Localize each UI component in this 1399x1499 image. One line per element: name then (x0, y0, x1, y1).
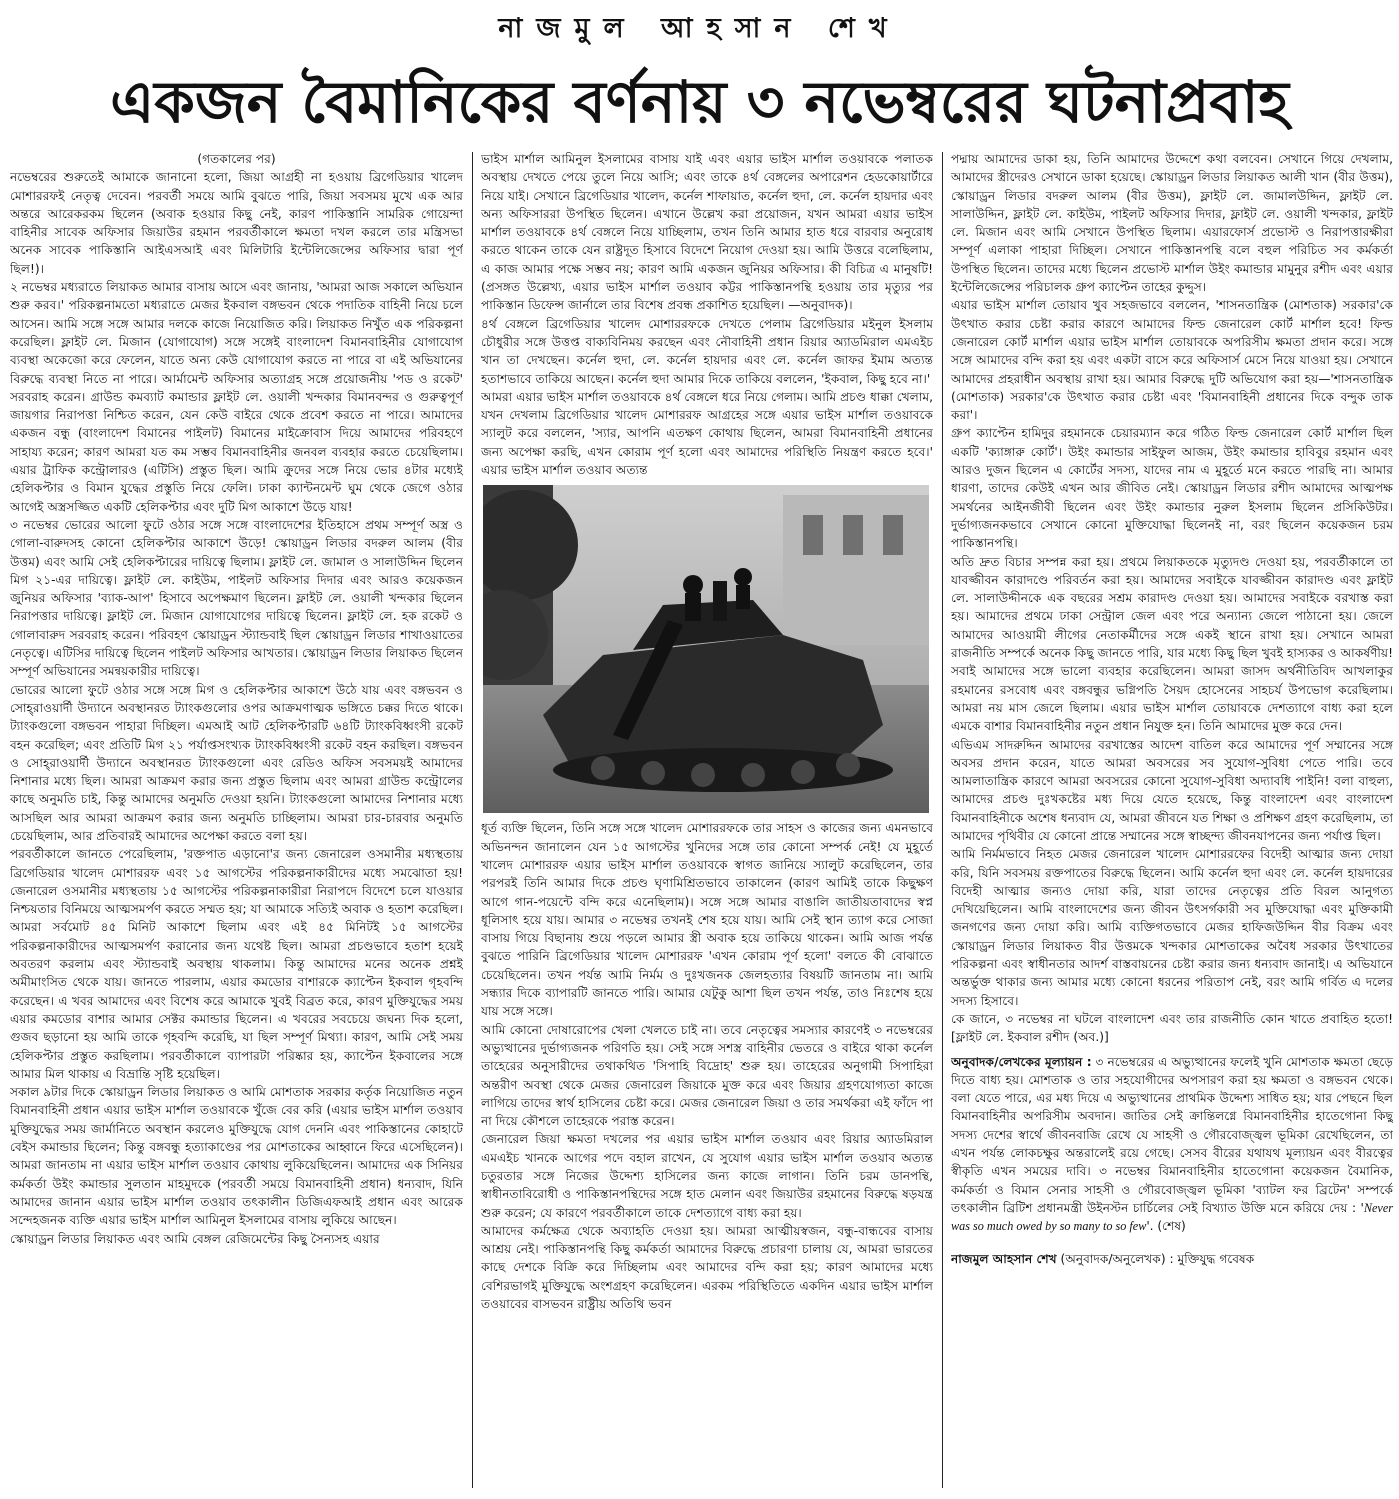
paragraph: ২ নভেম্বর মধ্যরাতে লিয়াকত আমার বাসায় আসে এবং জানায়, 'আমরা আজ সকালে অভিযান শুরু করব।' পরিকল্পনামতো মধ্যরাতে মেজর ইকবাল বঙ্গভবন থেকে পদাতিক বাহিনী নিয়ে চলে আসেন। আমি সঙ্গে সঙ্গে আমার দলকে কাজে নিয়োজিত করি। লিয়াকত নিখুঁত এক পরিকল্পনা করেছিল। ফ্লাইট লে. মিজান (যোগাযোগ) সঙ্গে সঙ্গেই বাংলাদেশ বিমানবাহিনীর যোগাযোগ ব্যবস্থা অকেজো করে ফেলেন, যাতে অন্য কেউ যোগাযোগ করতে না পারে বা এই অভিযানের বিরুদ্ধে ব্যবস্থা নিতে না পারে। আর্মামেন্ট অফিসার অত্যাগ্রহ সঙ্গে প্রয়োজনীয় 'পড ও রকেট' সরবরাহ করেন। গ্রাউন্ড কমব্যাট কমান্ডার ফ্লাইট লে. ওয়ালী খন্দকার বিমানবন্দর ও গুরুত্বপূর্ণ জায়গার নিরাপত্তা নিশ্চিত করেন, যেন কেউ বাইরে থেকে প্রবেশ করতে না পারে। আমাদের একজন বন্ধু (বাংলাদেশ বিমানের পাইলট) বিমানের মাইক্রোবাস দিয়ে আমাদের পরিবহণে সাহায্য করেন; কারণ আমরা যত কম সম্ভব বিমানবাহিনীর জনবল ব্যবহার করতে চেয়েছিলাম। এয়ার ট্রাফিক কন্ট্রোলারও (এটিসি) প্রস্তুত ছিল। আমি ক্রুদের সঙ্গে নিয়ে ভোর ৪টার মধ্যেই হেলিকপ্টার ও বিমান যুদ্ধের প্রস্তুতি নিয়ে ফেলি। ঢাকা ক্যান্টনমেন্ট ঘুম থেকে জেগে ওঠার আগেই অস্ত্রসজ্জিত একটি হেলিকপ্টার এবং দুটি মিগ আকাশে উড়ে যায়! (10, 280, 463, 514)
headline: একজন বৈমানিকের বর্ণনায় ৩ নভেম্বরের ঘটনাপ্রবাহ (110, 68, 1289, 136)
continued-label: (গতকালের পর) (197, 152, 276, 166)
author-name: নাজমুল আহসান শেখ (951, 1251, 1057, 1266)
paragraph: নভেম্বরের শুরুতেই আমাকে জানানো হলো, জিয়া আগ্রহী না হওয়ায় ব্রিগেডিয়ার খালেদ মোশাররফই নেতৃত্ব দেবেন। পরবর্তী সময়ে আমি বুঝতে পারি, জিয়া সবসময় মুখে এক আর অন্তরে আরেকরকম ছিলেন (অবাক হওয়ার কিছু নেই, কারণ পাকিস্তানি সামরিক গোয়েন্দা বাহিনীর সাবেক অফিসার জিয়াউর রহমান পরবর্তীকালে ক্ষমতা দখল করলে তার মন্ত্রিসভা অনেক সাবেক পাকিস্তানি আইএসআই এবং মিলিটারি ইন্টেলিজেন্সের অফিসার দ্বারা পূর্ণ ছিল!)। (10, 170, 463, 276)
author-note (951, 1250, 1393, 1268)
evaluation-paragraph (951, 1053, 1393, 1236)
evaluation-text: ৩ নভেম্বরের এ অভ্যুত্থানের ফলেই খুনি মোশতাক ক্ষমতা ছেড়ে দিতে বাধ্য হয়। মোশতাক ও তার সহযোগীদের অপসারণ করা হয় ক্ষমতা ও বঙ্গভবন থেকে। বলা যেতে পারে, এর মধ্য দিয়ে এ অভ্যুত্থানের প্রাথমিক উদ্দেশ্য সাধিত হয়; যার পেছনে ছিল বিমানবাহিনীর অপরিসীম অবদান। জাতির সেই ক্রান্তিলগ্নে বিমানবাহিনীর হাতেগোনা কিছু সদস্য দেশের স্বার্থে জীবনবাজি রেখে যে সাহসী ও গৌরবোজ্জ্বল ভূমিকা রেখেছিলেন, তা এখন পর্যন্ত লোকচক্ষুর অন্তরালেই রয়ে গেছে। সেসব বীরের যথাযথ মূল্যায়ন এবং বীরত্বের স্বীকৃতি এখন সময়ের দাবি। ৩ নভেম্বর বিমানবাহিনীর হাতেগোনা কয়েকজন বৈমানিক, কর্মকর্তা ও বিমান সেনার সাহসী ও গৌরবোজ্জ্বল ভূমিকা 'ব্যাটল ফর ব্রিটেন' সম্পর্কে তৎকালীন ব্রিটিশ প্রধানমন্ত্রী উইনস্টন চার্চিলের সেই বিখ্যাত উক্তি মনে করিয়ে দেয় : ' (951, 1054, 1393, 1215)
paragraph: পদ্মায় আমাদের ডাকা হয়, তিনি আমাদের উদ্দেশে কথা বলবেন। সেখানে গিয়ে দেখলাম, আমাদের স্ত্রীদেরও সেখানে ডাকা হয়েছে। স্কোয়াড্রন লিডার লিয়াকত আলী খান (বীর উত্তম), স্কোয়াড্রন লিডার বদরুল আলম (বীর উত্তম), ফ্লাইট লে. জামালউদ্দিন, ফ্লাইট লে. সালাউদ্দিন, ফ্লাইট লে. কাইউম, পাইলট অফিসার দিদার, ফ্লাইট লে. ওয়ালী খন্দকার, ফ্লাইট লে. মিজান এবং আমি সেখানে উপস্থিত ছিলাম। এয়ারফোর্স প্রভোস্ট ও নিরাপত্তারক্ষীরা সম্পূর্ণ এলাকা পাহারা দিচ্ছিল। সেখানে পাকিস্তানপন্থি বলে বহুল পরিচিত সব কর্মকর্তা উপস্থিত ছিলেন। তাদের মধ্যে ছিলেন প্রভোস্ট মার্শাল উইং কমান্ডার মামুনুর রশীদ এবং এয়ার ইন্টেলিজেন্সের পরিচালক গ্রুপ ক্যাপ্টেন তাহের কুদ্দুস। (951, 152, 1393, 295)
paragraph: আমাদের কর্মক্ষেত্র থেকে অব্যাহতি দেওয়া হয়। আমরা আত্মীয়স্বজন, বন্ধু-বান্ধবের বাসায় আশ্রয় নেই। পাকিস্তানপন্থি কিছু কর্মকর্তা আমাদের বিরুদ্ধে প্রচারণা চালায় যে, আমরা ভারতের কাছে দেশকে বিক্রি করে দিচ্ছিলাম এবং আমাদের বন্দি করা হয়; কারণ আমাদের মধ্যে বেশিরভাগই মুক্তিযুদ্ধে অংশগ্রহণ করেছিলেন। এরকম পরিস্থিতিতে একদিন এয়ার ভাইস মার্শাল তওয়াবের বাসভবন রাষ্ট্রীয় অতিথি ভবন (481, 1223, 933, 1312)
column-divider-1 (472, 152, 473, 1488)
paragraph: ভাইস মার্শাল আমিনুল ইসলামের বাসায় যাই এবং এয়ার ভাইস মার্শাল তওয়াবকে পলাতক অবস্থায় দেখতে পেয়ে তুলে নিয়ে আসি; এবং তাকে ৪র্থ বেঙ্গলের অপারেশন হেডকোয়ার্টারে নিয়ে যাই। সেখানে ব্রিগেডিয়ার খালেদ, কর্নেল শাফায়াত, কর্নেল হুদা, লে. কর্নেল হায়দার এবং অন্য অফিসাররা উপস্থিত ছিলেন। এখানে উল্লেখ করা প্রয়োজন, যখন আমরা এয়ার ভাইস মার্শাল তওয়াবকে ৪র্থ বেঙ্গলে নিয়ে যাচ্ছিলাম, তখন তিনি আমার হাত ধরে বারবার অনুরোধ করতে থাকেন তাকে যেন রাষ্ট্রদূত হিসাবে বিদেশে নিয়োগ দেওয়া হয়। আমি উত্তরে বলেছিলাম, এ কাজ আমার পক্ষে সম্ভব নয়; কারণ আমি একজন জুনিয়র অফিসার। কী বিচিত্র এ মানুষটি! (প্রসঙ্গত উল্লেখ্য, এয়ার ভাইস মার্শাল তওয়াব কট্টর পাকিস্তানপন্থি হওয়ায় তার মৃত্যুর পর পাকিস্তান ডিফেন্স জার্নালে তার বিশেষ প্রবন্ধ প্রকাশিত হয়েছিল। —অনুবাদক)। (481, 152, 933, 313)
paragraph: স্কোয়াড্রন লিডার লিয়াকত এবং আমি বেঙ্গল রেজিমেন্টের কিছু সৈন্যসহ এয়ার (10, 1231, 380, 1246)
paragraph: সকাল ৯টার দিকে স্কোয়াড্রন লিডার লিয়াকত ও আমি মোশতাক সরকার কর্তৃক নিয়োজিত নতুন বিমানবাহিনী প্রধান এয়ার ভাইস মার্শাল তওয়াবকে খুঁজে বের করি (এয়ার ভাইস মার্শাল তওয়াব মুক্তিযুদ্ধের সময় জার্মানিতে অবস্থান করলেও মুক্তিযুদ্ধে যোগ দেননি এবং পাকিস্তানের কোহাটে বেইস কমান্ডার ছিলেন; কিন্তু বঙ্গবন্ধু হত্যাকাণ্ডের পর মোশতাকের আহ্বানে ফিরে এসেছিলেন)। আমরা জানতাম না এয়ার ভাইস মার্শাল তওয়াব কোথায় লুকিয়েছিলেন। আমাদের এক সিনিয়র কর্মকর্তা উইং কমান্ডার সুলতান মাহমুদকে (পরবর্তী সময়ে বিমানবাহিনী প্রধান) ধন্যবাদ, যিনি আমাদের জানান এয়ার ভাইস মার্শাল তওয়াব তৎকালীন ডিজিএফআই প্রধান এবং আরেক সন্দেহজনক ব্যক্তি এয়ার ভাইস মার্শাল আমিনুল ইসলামের বাসায় লুকিয়ে আছেন। (10, 1085, 463, 1228)
paragraph: ভোরের আলো ফুটে ওঠার সঙ্গে সঙ্গে মিগ ও হেলিকপ্টার আকাশে উঠে যায় এবং বঙ্গভবন ও সোহ্‌রাওয়ার্দী উদ্যানে অবস্থানরত ট্যাংকগুলোর ওপর আক্রমণাত্মক ভঙ্গিতে চক্কর দিতে থাকে। ট্যাংকগুলো বঙ্গভবন পাহারা দিচ্ছিল। এমআই আট হেলিকপ্টারটি ৬৪টি ট্যাংকবিধ্বংসী রকেট বহন করেছিল; এবং প্রতিটি মিগ ২১ পর্যাপ্তসংখ্যক ট্যাংকবিধ্বংসী রকেট বহন করছিল। বঙ্গভবন ও সোহ্‌রাওয়ার্দী উদ্যানে অবস্থানরত ট্যাংকগুলো এবং রেডিও অফিস সবসময়ই আমাদের নিশানার মধ্যে ছিল। আমরা আক্রমণ করার জন্য প্রস্তুত ছিলাম এবং আমরা গ্রাউন্ড কন্ট্রোলের কাছে অনুমতি চাই, কিন্তু আমাদের অনুমতি দেওয়া হয়নি। ট্যাংকগুলো আমাদের নিশানার মধ্যে আসছিল আর আমরা আক্রমণ করার জন্য অনুমতি চাচ্ছিলাম। আমরা চার-চারবার অনুমতি চেয়েছিলাম, আর প্রতিবারই আমাদের অপেক্ষা করতে বলা হয়। (10, 682, 463, 843)
paragraph: গ্রুপ ক্যাপ্টেন হামিদুর রহমানকে চেয়ারম্যান করে গঠিত ফিল্ড জেনারেল কোর্ট মার্শাল ছিল একটি 'ক্যাঙ্গারু কোর্ট'। উইং কমান্ডার সাইফুল আজম, উইং কমান্ডার হাবিবুর রহমান এবং আরও দুজন ছিলেন এ কোর্টের সদস্য, যাদের নাম এ মুহূর্তে মনে করতে পারছি না। আমার ধারণা, তাদের কেউই এখন আর জীবিত নেই। স্কোয়াড্রন লিডার রশীদ আমাদের আত্মপক্ষ সমর্থনের আইনজীবী ছিলেন এবং উইং কমান্ডার নুরুল ইসলাম ছিলেন প্রসিকিউটর। দুর্ভাগ্যজনকভাবে সেখানে কোনো মুক্তিযোদ্ধা ছিলেনই না, বরং ছিলেন কয়েকজন চরম পাকিস্তানপন্থি। (951, 426, 1393, 551)
paragraph: ধূর্ত ব্যক্তি ছিলেন, তিনি সঙ্গে সঙ্গে খালেদ মোশাররফকে তার সাহস ও কাজের জন্য এমনভাবে অভিনন্দন জানালেন যেন ১৫ আগস্টের খুনিদের সঙ্গে তার কোনো সম্পর্ক নেই! যে মুহূর্তে খালেদ মোশাররফ এয়ার ভাইস মার্শাল তওয়াবকে স্বাগত জানিয়ে স্যালুট করেছিলেন, তার পরপরই তিনি আমার দিকে প্রচণ্ড ঘৃণামিশ্রিতভাবে তাকালেন (কারণ আমিই তাকে কিছুক্ষণ আগে গান-পয়েন্টে বন্দি করে এনেছিলাম)। সঙ্গে সঙ্গে আমার বাঙালি জাতীয়তাবাদের স্বপ্ন ধূলিসাৎ হয়ে যায়। আমার ৩ নভেম্বর তখনই শেষ হয়ে যায়। আমি সেই স্থান ত্যাগ করে সোজা বাসায় গিয়ে বিছানায় শুয়ে পড়লে আমার স্ত্রী অবাক হয়ে তাকিয়ে থাকেন। আমি আজ পর্যন্ত বুঝতে পারিনি ব্রিগেডিয়ার খালেদ মোশাররফ 'এখন কোরাম পূর্ণ হলো' বলতে কী বোঝাতে চেয়েছিলেন। তখন পর্যন্ত আমি নির্মম ও দুঃখজনক জেলহত্যার বিষয়টি জানতাম না। আমি সন্ধ্যার দিকে ব্যাপারটি জানতে পারি। আমার যেটুকু আশা ছিল তখন পর্যন্ত, তাও নিঃশেষ হয়ে যায় সঙ্গে সঙ্গে। (481, 821, 933, 1019)
paragraph: আমরা এয়ার ভাইস মার্শাল তওয়াবকে ৪র্থ বেঙ্গলে ধরে নিয়ে গেলাম। আমি প্রচণ্ড ধাক্কা খেলাম, যখন দেখলাম ব্রিগেডিয়ার খালেদ মোশাররফ আগ্রহের সঙ্গে এয়ার ভাইস মার্শাল তওয়াবকে স্যালুট করে বললেন, 'স্যার, আপনি এতক্ষণ কোথায় ছিলেন, আমরা বিমানবাহিনী প্রধানের জন্য অপেক্ষা করছি, এখন কোরাম পূর্ণ হলো এবং আমাদের পরিস্থিতি নিয়ন্ত্রণ করতে হবে।' এয়ার ভাইস মার্শাল তওয়াব অত্যন্ত (481, 389, 933, 478)
churchill-quote: Never was so much owed by so many to so few (951, 1200, 1393, 1234)
paragraph: আমি নির্মমভাবে নিহত মেজর জেনারেল খালেদ মোশাররফের বিদেহী আত্মার জন্য দোয়া করি, যিনি সবসময় রক্তপাতের বিরুদ্ধে ছিলেন। আমি কর্নেল হুদা এবং লে. কর্নেল হায়দারের বিদেহী আত্মার জন্যও দোয়া করি, যারা তাদের নেতৃত্বের প্রতি বিরল আনুগত্য দেখিয়েছিলেন। আমি বাংলাদেশের জন্য জীবন উৎসর্গকারী সব মুক্তিযোদ্ধা এবং মুক্তিকামী জনগণের জন্য দোয়া করি। আমি ব্যক্তিগতভাবে মেজর হাফিজউদ্দিন বীর বিক্রম এবং স্কোয়াড্রন লিডার লিয়াকত বীর উত্তমকে খন্দকার মোশতাকের অবৈধ সরকার উৎখাতের পরিকল্পনা এবং স্বাধীনতার আদর্শ বাস্তবায়নের চেষ্টা করার জন্য ধন্যবাদ জানাই। এ অভিযানে অন্তর্ভুক্ত থাকার জন্য আমার মধ্যে কোনো ধরনের পরিতাপ নেই, বরং আমি গর্বিত এ দলের সদস্য হিসাবে। (951, 847, 1393, 1008)
paragraph: এভিএম সাদরুদ্দিন আমাদের বরখাস্তের আদেশ বাতিল করে আমাদের পূর্ণ সম্মানের সঙ্গে অবসর প্রদান করেন, যাতে আমরা অবসরের সব সুযোগ-সুবিধা পেতে পারি। তবে আমলাতান্ত্রিক কারণে আমরা অবসরের কোনো সুযোগ-সুবিধা অদ্যাবধি পাইনি! বলা বাহুল্য, আমাদের প্রচণ্ড দুঃখকষ্টের মধ্য দিয়ে যেতে হয়েছে, কিন্তু বাংলাদেশ এবং বাংলাদেশ বিমানবাহিনীকে অশেষ ধন্যবাদ যে, আমরা জীবনে যত শিক্ষা ও প্রশিক্ষণ গ্রহণ করেছিলাম, তা আমাদের পৃথিবীর যে কোনো প্রান্তে সম্মানের সঙ্গে স্বাচ্ছন্দ্য জীবনযাপনের জন্য পর্যাপ্ত ছিল। (951, 737, 1393, 843)
evaluation-label: অনুবাদক/লেখকের মূল্যায়ন : (951, 1054, 1092, 1069)
paragraph: কে জানে, ৩ নভেম্বর না ঘটলে বাংলাদেশ এবং তার রাজনীতি কোন খাতে প্রবাহিত হতো! [ফ্লাইট লে. ইকবাল রশীদ (অব.)] (951, 1011, 1393, 1045)
article-column-3 (951, 150, 1393, 1486)
article-column-1 (10, 150, 463, 1486)
paragraph: পরবর্তীকালে জানতে পেরেছিলাম, 'রক্তপাত এড়ানো'র জন্য জেনারেল ওসমানীর মধ্যস্থতায় ব্রিগেডিয়ার খালেদ মোশাররফ এবং ১৫ আগস্টের পরিকল্পনাকারীদের মধ্যে সমঝোতা হয়! জেনারেল ওসমানীর মধ্যস্থতায় ১৫ আগস্টের পরিকল্পনাকারীরা নিরাপদে বিদেশে চলে যাওয়ার নিশ্চয়তার বিনিময়ে আত্মসমর্পণ করতে সম্মত হয়; যা আমাকে সত্যিই অবাক ও হতাশ করেছিল। আমরা সর্বমোট ৪৫ মিনিট আকাশে ছিলাম এবং এই ৪৫ মিনিটই ১৫ আগস্টের পরিকল্পনাকারীদের আত্মসমর্পণ করানোর জন্য যথেষ্ট ছিল। আমরা প্রচণ্ডভাবে হতাশ হয়েই অবতরণ করলাম এবং স্ট্যান্ডবাই অবস্থায় থাকলাম। কিন্তু আমাদের মনের অনেক প্রশ্নই অমীমাংসিত থেকে যায়। জানতে পারলাম, এয়ার কমডোর বাশারকে ক্যাপ্টেন ইকবাল গৃহবন্দি করেছেন। এ খবর আমাদের এবং বিশেষ করে আমাকে খুবই বিব্রত করে, কারণ মুক্তিযুদ্ধের সময় এয়ার কমডোর বাশার আমার সেক্টর কমান্ডার ছিলেন। এ খবরের সবচেয়ে জঘন্য দিক হলো, গুজব ছড়ানো হয় আমি তাকে গৃহবন্দি করেছি, যা ছিল সম্পূর্ণ মিথ্যা। কারণ, আমি সেই সময় হেলিকপ্টার প্রস্তুত করছিলাম। পরবর্তীকালে ব্যাপারটা পরিষ্কার হয়, ক্যাপ্টেন ইকবালের সঙ্গে আমার মিল থাকায় এ বিভ্রান্তি সৃষ্টি হয়েছিল। (10, 847, 463, 1081)
byline: নাজমুল আহসান শেখ (498, 13, 901, 44)
tank-photo (483, 485, 929, 813)
paragraph: অতি দ্রুত বিচার সম্পন্ন করা হয়। প্রথমে লিয়াকতকে মৃত্যুদণ্ড দেওয়া হয়, পরবর্তীকালে তা যাবজ্জীবন কারাদণ্ডে পরিবর্তন করা হয়। আমাদের সবাইকে যাবজ্জীবন কারাদণ্ড এবং ফ্লাইট লে. সালাউদ্দীনকে এক বছরের সশ্রম কারাদণ্ড দেওয়া হয়। আমাদের সবাইকে বরখাস্ত করা হয়। আমাদের প্রথমে ঢাকা সেন্ট্রাল জেল এবং পরে অন্যান্য জেলে পাঠানো হয়। জেলে আমাদের আওয়ামী লীগের নেতাকর্মীদের সঙ্গে একই স্থানে রাখা হয়। সেখানে আমরা রাজনীতি সম্পর্কে অনেক কিছু জানতে পারি, যার মধ্যে কিছু ছিল খুবই হাস্যকর ও আকর্ষণীয়! সবাই আমাদের সঙ্গে ভালো ব্যবহার করেছিলেন। আমরা জাসদ অর্থনীতিবিদ আখলাকুর রহমানের রসবোধ এবং বঙ্গবন্ধুর ভগ্নিপতি সৈয়দ হোসেনের সাহচর্য উপভোগ করেছিলাম। আমরা নয় মাস জেলে ছিলাম। এয়ার ভাইস মার্শাল তোয়াবকে দেশত্যাগে বাধ্য করা হলে এমকে বাশার বিমানবাহিনীর নতুন প্রধান নিযুক্ত হন। তিনি আমাদের মুক্ত করে দেন। (951, 554, 1393, 734)
paragraph: এয়ার ভাইস মার্শাল তোয়াব খুব সহজভাবে বললেন, 'শাসনতান্ত্রিক (মোশতাক) সরকার'কে উৎখাত করার চেষ্টা করার কারণে আমাদের ফিল্ড জেনারেল কোর্ট মার্শাল হবে! ফিল্ড জেনারেল কোর্ট মার্শাল এয়ার ভাইস মার্শাল তোয়াবকে অপরিসীম ক্ষমতা প্রদান করে। সঙ্গে সঙ্গে আমাদের বন্দি করা হয় এবং একটা বাসে করে অফিসার্স মেসে নিয়ে যাওয়া হয়। সেখানে আমাদের প্রহরাধীন অবস্থায় রাখা হয়। আমার বিরুদ্ধে দুটি অভিযোগ করা হয়—'শাসনতান্ত্রিক (মোশতাক) সরকার'কে উৎখাত করার চেষ্টা এবং 'বিমানবাহিনী প্রধানের দিকে বন্দুক তাক করা'। (951, 298, 1393, 423)
evaluation-end: '. (শেষ) (1146, 1219, 1186, 1234)
article-column-2 (481, 150, 933, 1486)
paragraph: আমি কোনো দোষারোপের খেলা খেলতে চাই না। তবে নেতৃত্বের সমস্যার কারণেই ৩ নভেম্বরের অভ্যুত্থানের দুর্ভাগ্যজনক পরিণতি হয়। সেই সঙ্গে সশস্ত্র বাহিনীর ভেতরে ও বাইরে থাকা কর্নেল তাহেরের অনুসারীদের তথাকথিত 'সিপাহি বিদ্রোহ' শুরু হয়। তাহেরের অনুগামী সিপাহিরা অন্তরীণ অবস্থা থেকে মেজর জেনারেল জিয়াকে মুক্ত করে এবং জিয়ার গ্রহণযোগ্যতা কাজে লাগিয়ে তাদের স্বার্থ হাসিলের চেষ্টা করে। মেজর জেনারেল জিয়া ও তার সমর্থকরা এই ফাঁদে পা না দিয়ে কৌশলে তাহেরকে পরাস্ত করেন। (481, 1022, 933, 1129)
author-role: (অনুবাদক/অনুলেখক) : মুক্তিযুদ্ধ গবেষক (1056, 1251, 1255, 1266)
column-divider-2 (942, 152, 943, 1488)
paragraph: জেনারেল জিয়া ক্ষমতা দখলের পর এয়ার ভাইস মার্শাল তওয়াব এবং রিয়ার অ্যাডমিরাল এমএইচ খানকে আগের পদে বহাল রাখেন, যে সুযোগ এয়ার ভাইস মার্শাল তওয়াব অত্যন্ত চতুরতার সঙ্গে নিজের উদ্দেশ্য হাসিলের জন্য কাজে লাগান। তিনি চরম ডানপন্থি, স্বাধীনতাবিরোধী ও পাকিস্তানপন্থিদের সঙ্গে হাত মেলান এবং জিয়াউর রহমানের বিরুদ্ধে ষড়যন্ত্র শুরু করেন; যে কারণে পরবর্তীকালে তাকে দেশত্যাগে বাধ্য করা হয়। (481, 1132, 933, 1220)
paragraph: ৪র্থ বেঙ্গলে ব্রিগেডিয়ার খালেদ মোশাররফকে দেখতে পেলাম ব্রিগেডিয়ার মইনুল ইসলাম চৌধুরীর সঙ্গে উত্তপ্ত বাক্যবিনিময় করছেন এবং নৌবাহিনী প্রধান রিয়ার অ্যাডমিরাল এমএইচ খান তা দেখছেন। কর্নেল হুদা, লে. কর্নেল হায়দার এবং লে. কর্নেল জাফর ইমাম অত্যন্ত হতাশভাবে তাকিয়ে আছেন। কর্নেল হুদা আমার দিকে তাকিয়ে বললেন, 'ইকবাল, কিছু হবে না।' (481, 316, 933, 386)
paragraph: ৩ নভেম্বর ভোরের আলো ফুটে ওঠার সঙ্গে সঙ্গে বাংলাদেশের ইতিহাসে প্রথম সম্পূর্ণ অস্ত্র ও গোলা-বারুদসহ কোনো হেলিকপ্টার আকাশে উড়ে! স্কোয়াড্রন লিডার বদরুল আলম (বীর উত্তম) এবং আমি সেই হেলিকপ্টারের দায়িত্বে ছিলাম। ফ্লাইট লে. জামাল ও সালাউদ্দিন ছিলেন মিগ ২১-এর দায়িত্বে। ফ্লাইট লে. কাইউম, পাইলট অফিসার দিদার এবং আরও কয়েকজন জুনিয়র অফিসার 'ব্যাক-আপ' হিসাবে অপেক্ষমাণ ছিলেন। ফ্লাইট লে. ওয়ালী খন্দকার ছিলেন নিরাপত্তার দায়িত্বে। ফ্লাইট লে. মিজান যোগাযোগের দায়িত্বে ছিলেন। ফ্লাইট লে. হক রকেট ও গোলাবারুদ সরবরাহ করেন। পরিবহণ স্কোয়াড্রন স্ট্যান্ডবাই ছিল স্কোয়াড্রন লিডার শাখাওয়াতের নেতৃত্বে। এটিসির দায়িত্বে ছিলেন পাইলট অফিসার আখতার। স্কোয়াড্রন লিডার লিয়াকত ছিলেন সম্পূর্ণ অভিযানের সমন্বয়কারীর দায়িত্বে। (10, 517, 463, 679)
